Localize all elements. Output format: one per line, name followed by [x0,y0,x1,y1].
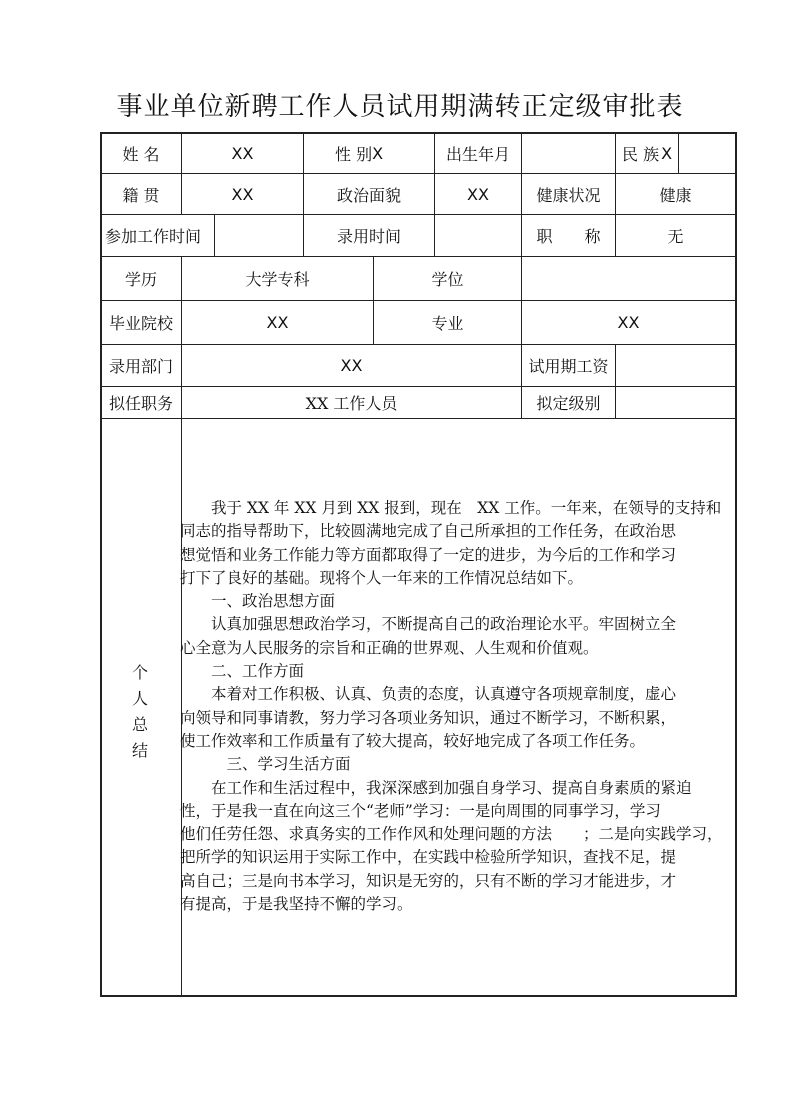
major-label: 专业 [431,314,464,333]
summary-line: 认真加强思想政治学习，不断提高自己的政治理论水平。牢固树立全 [180,615,677,634]
summary-line: 心全意为人民服务的宗旨和正确的世界观、人生观和价值观。 [180,638,599,657]
summary-line: 他们任劳任怨、求真务实的工作作风和处理问题的方法 ；二是向实践学习， [180,825,723,844]
birth-value [522,133,615,173]
degree-label: 学位 [431,270,464,289]
summary-line: 使工作效率和工作质量有了较大提高，较好地完成了各项工作任务。 [180,731,646,750]
hire-time-value [435,215,521,256]
ethnicity-label: 民 族 [622,144,660,164]
summary-line: 一、政治思想方面 [180,592,336,611]
political-label: 政治面貌 [336,185,401,205]
summary-line: 有提高，于是我坚持不懈的学习。 [180,895,413,914]
ethnicity-value: X [661,143,673,163]
position-label: 拟任职务 [108,394,173,413]
work-start-label: 参加工作时间 [105,227,202,246]
grade-label: 拟定级别 [536,394,601,413]
health-value: 健康 [659,185,692,205]
work-start-value [215,215,303,256]
name-value: XX [231,143,254,163]
table-border-bottom [100,995,737,997]
hire-time-label: 录用时间 [336,227,401,246]
title-value: 无 [667,227,684,246]
origin-label: 籍 贯 [122,185,160,205]
summary-label-char: 个 [131,663,148,682]
health-label: 健康状况 [536,185,601,205]
row-divider [100,418,737,419]
summary-line: 高自己；三是向书本学习，知识是无穷的，只有不断的学习才能进步，才 [180,871,677,890]
summary-line: 三、学习生活方面 [180,755,351,774]
gender-label: 性 别 [335,144,373,164]
origin-value: XX [231,184,254,204]
gender-field [335,133,434,173]
summary-line: 本着对工作积极、认真、负责的态度，认真遵守各项规章制度，虚心 [180,685,677,704]
summary-line: 打下了良好的基础。现将个人一年来的工作情况总结如下。 [180,568,584,587]
salary-value [616,345,735,386]
education-value: 大学专科 [245,270,310,289]
name-label: 姓 名 [122,144,160,164]
personal-summary-label [100,660,180,764]
summary-line: 性，于是我一直在向这三个“老师”学习：一是向周围的同事学习，学习 [180,801,661,820]
political-value: XX [467,184,489,204]
summary-line: 想觉悟和业务工作能力等方面都取得了一定的进步，为今后的工作和学习 [180,545,677,564]
ethnicity-field [618,133,740,173]
summary-label-char: 人 [131,689,148,708]
school-value: XX [266,313,289,332]
gender-value: X [372,143,384,163]
major-value: XX [617,313,640,332]
degree-value [522,257,735,300]
summary-line: 同志的指导帮助下，比较圆满地完成了自己所承担的工作任务，在政治思 [180,522,677,541]
birth-label: 出生年月 [445,144,510,164]
summary-label-char: 结 [131,741,148,760]
summary-label-char: 总 [131,715,148,734]
summary-line: 我于 XX 年 XX 月到 XX 报到，现在 XX 工作。一年来，在领导的支持和 [180,499,722,517]
school-label: 毕业院校 [108,314,173,333]
title-label: 职 称 [536,227,601,246]
grade-value [616,387,735,418]
salary-label: 试用期工资 [528,357,609,376]
page-title: 事业单位新聘工作人员试用期满转正定级审批表 [116,92,684,122]
summary-line: 把所学的知识运用于实际工作中，在实践中检验所学知识，查找不足，提 [180,848,677,867]
education-label: 学历 [124,270,157,289]
personal-summary-text [180,497,736,916]
summary-line: 向领导和同事请教，努力学习各项业务知识，通过不断学习，不断积累， [180,708,677,727]
department-value: XX [340,356,363,375]
summary-line: 二、工作方面 [180,662,305,681]
department-label: 录用部门 [108,357,173,376]
summary-line: 在工作和生活过程中，我深深感到加强自身学习、提高自身素质的紧迫 [180,778,692,797]
position-value: XX 工作人员 [305,394,398,413]
